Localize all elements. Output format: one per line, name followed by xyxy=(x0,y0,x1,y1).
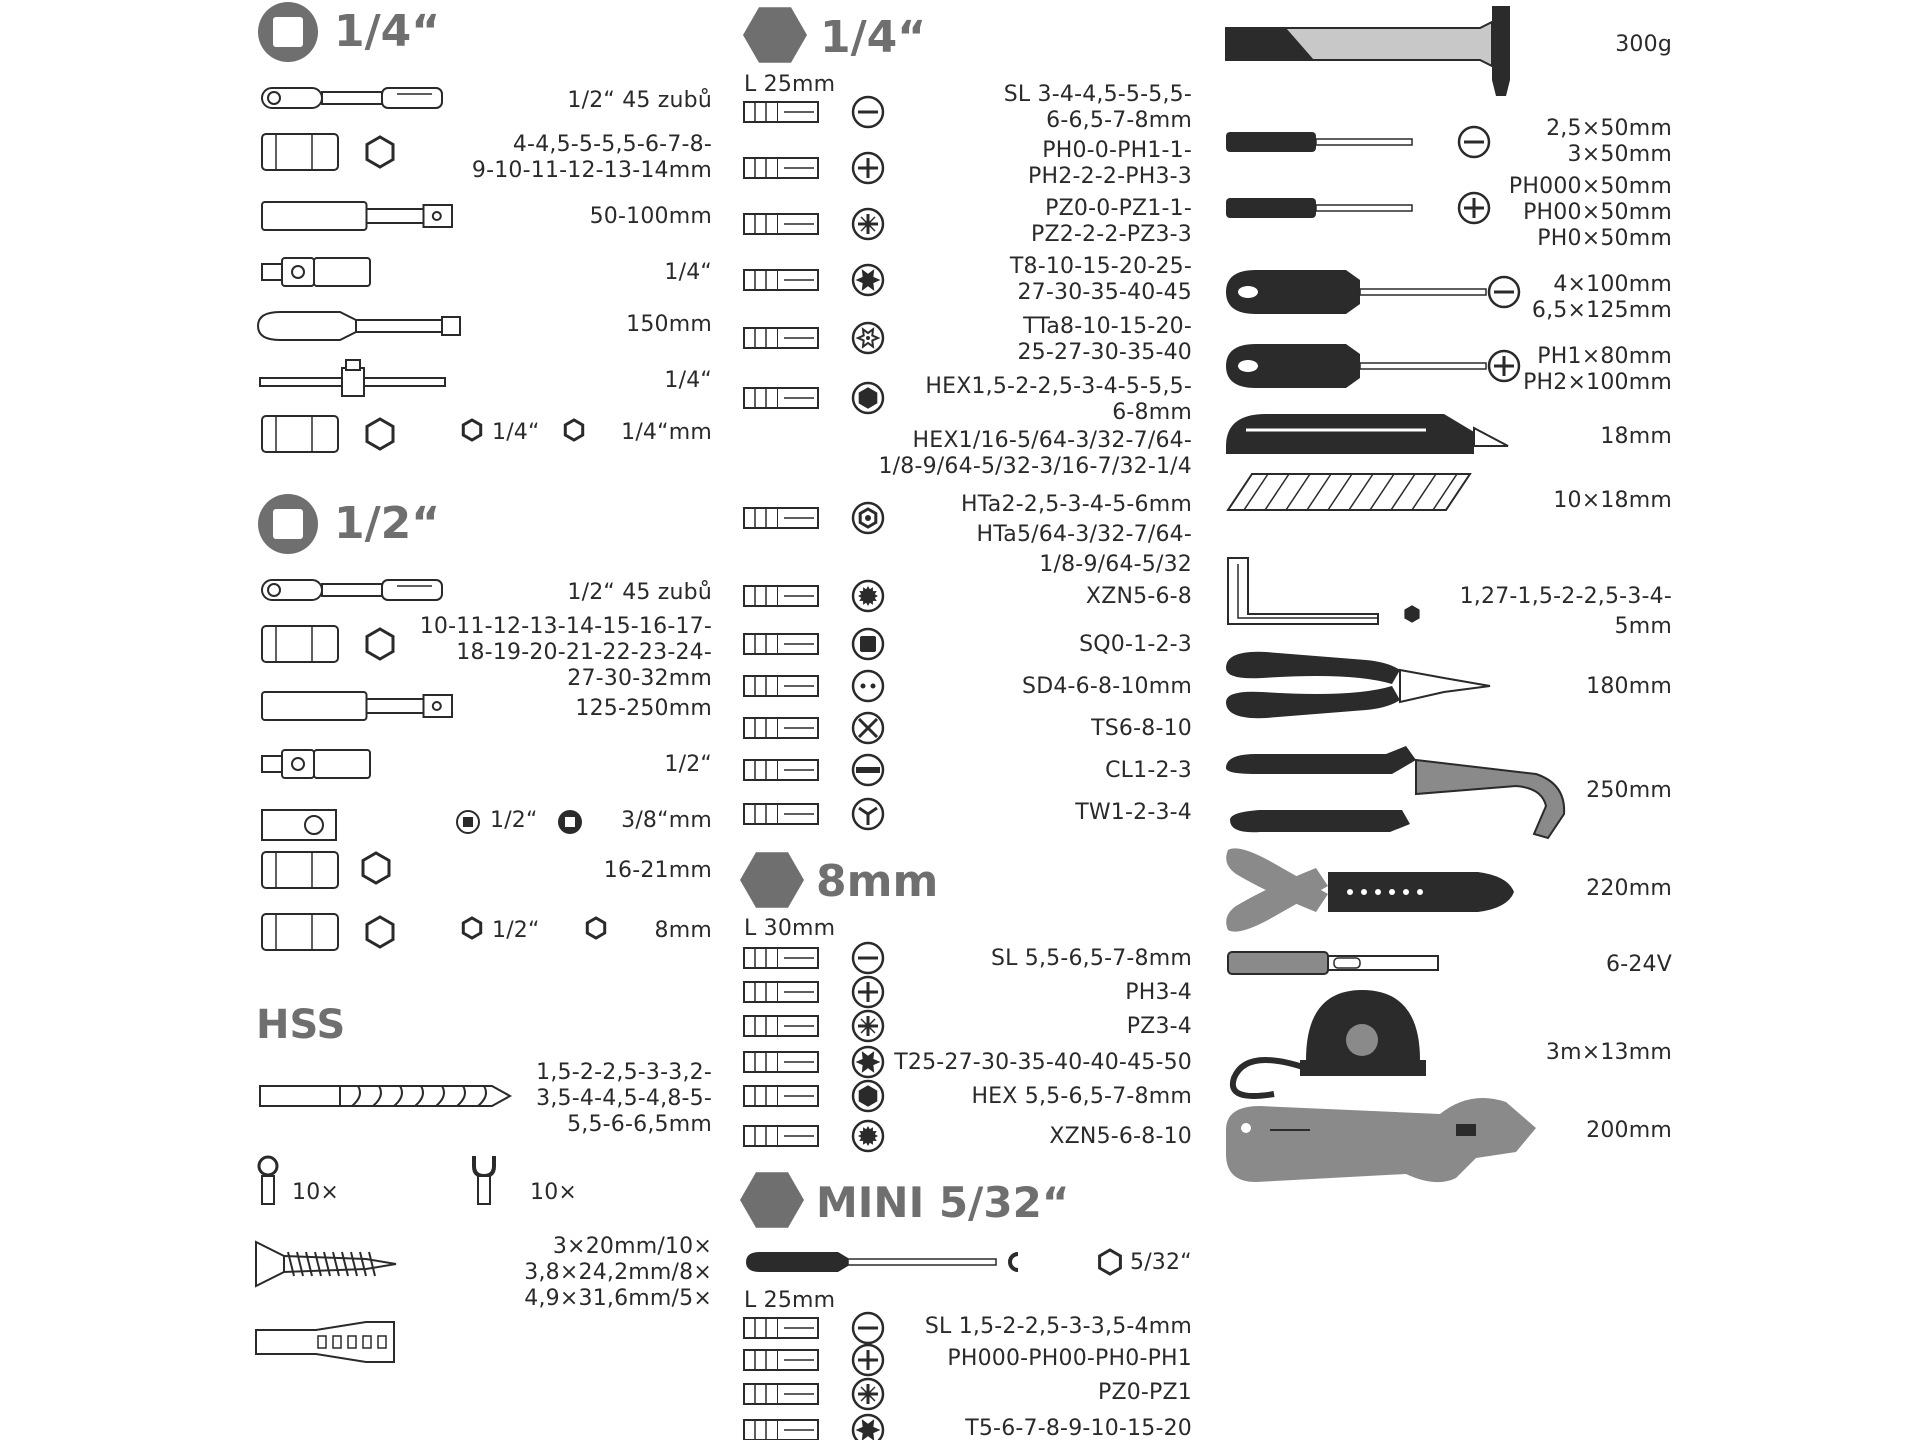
blades-spec-line: 10×18mm xyxy=(1553,488,1672,513)
precision-phillips-spec-line: PH000×50mm xyxy=(1508,174,1672,199)
ratchet-quarter-spec: 1/2“ 45 zubů xyxy=(567,88,712,113)
hex-drive-mini-icon xyxy=(740,1172,804,1227)
bit-quarter-spec: XZN5-6-8 xyxy=(1085,584,1192,609)
adapter-quarter-spec-b: 1/4“mm xyxy=(621,420,712,445)
slot-icon xyxy=(853,943,883,973)
bit-mini-icon xyxy=(744,1420,818,1440)
socket-half-sizes-line: 27-30-32mm xyxy=(567,666,712,691)
cutter-knife-spec-line: 18mm xyxy=(1600,424,1672,449)
slot-screwdriver-spec-line: 6,5×125mm xyxy=(1531,298,1672,323)
mini-bit-holder-icon xyxy=(746,1252,1018,1272)
bit-8mm-icon xyxy=(744,982,818,1002)
pozidriv-icon xyxy=(853,209,883,239)
hex-keys-spec-line: 1,27-1,5-2-2,5-3-4- xyxy=(1459,584,1672,609)
torx-icon xyxy=(853,1415,883,1440)
extension-half-icon xyxy=(262,692,452,720)
slot-screwdriver-icon xyxy=(1226,270,1486,314)
bit-8mm-icon xyxy=(744,1086,818,1106)
section-title-quarter-inch-sockets: 1/4“ xyxy=(334,6,441,57)
phillips-icon xyxy=(1459,193,1489,223)
reducer-spec-a: 1/2“ xyxy=(492,918,540,943)
square-drive-quarter-icon xyxy=(258,2,318,62)
bit-quarter-icon xyxy=(744,214,818,234)
bit-mini-spec: SL 1,5-2-2,5-3-3,5-4mm xyxy=(924,1314,1192,1339)
bit-8mm-spec: XZN5-6-8-10 xyxy=(1049,1124,1192,1149)
drill-sizes-line: 1,5-2-2,5-3-3,2- xyxy=(536,1060,712,1085)
fork-terminal-count: 10× xyxy=(530,1180,578,1205)
adjustable-wrench-spec-line: 200mm xyxy=(1586,1118,1672,1143)
reducer-spec-b: 8mm xyxy=(654,918,712,943)
bit-quarter-spec: TS6-8-10 xyxy=(1091,716,1192,741)
phillips-screwdriver-icon xyxy=(1226,344,1486,388)
slot-icon xyxy=(1459,127,1489,157)
wall-plug-icon xyxy=(256,1322,394,1362)
triwing-s-icon xyxy=(853,713,883,743)
bit-quarter-spec: SQ0-1-2-3 xyxy=(1079,632,1192,657)
bit-quarter-spec: 6-8mm xyxy=(1112,400,1192,425)
bit-quarter-spec: HTa2-2,5-3-4-5-6mm xyxy=(961,492,1192,517)
extension-quarter-spec: 50-100mm xyxy=(589,204,712,229)
bit-quarter-spec: HEX1/16-5/64-3/32-7/64- xyxy=(912,428,1192,453)
bit-8mm-spec: T25-27-30-35-40-40-45-50 xyxy=(894,1050,1192,1075)
socket-quarter-sizes-line: 9-10-11-12-13-14mm xyxy=(471,158,712,183)
phillips-icon xyxy=(1489,351,1519,381)
spark-socket-spec: 16-21mm xyxy=(603,858,712,883)
hex-drive-8mm-icon xyxy=(740,852,804,907)
tbar-quarter-icon xyxy=(260,360,445,396)
reducer-half-icon xyxy=(262,914,393,950)
phillips-icon xyxy=(853,977,883,1007)
bit-quarter-icon xyxy=(744,270,818,290)
extension-half-spec: 125-250mm xyxy=(575,696,712,721)
ujoint-half-spec: 1/2“ xyxy=(664,752,712,777)
bit-quarter-spec: HTa5/64-3/32-7/64- xyxy=(976,522,1192,547)
adapter-half-icon xyxy=(262,810,336,840)
clutch-icon xyxy=(853,755,883,785)
section-title-half-inch-sockets: 1/2“ xyxy=(334,498,441,549)
bit-quarter-icon xyxy=(744,586,818,606)
section-title-hss-drills: HSS xyxy=(256,1002,346,1048)
screw-sizes-line: 4,9×31,6mm/5× xyxy=(524,1286,712,1311)
xzn-icon xyxy=(853,1121,883,1151)
combination-pliers-spec-line: 180mm xyxy=(1586,674,1672,699)
screw-sizes-line: 3×20mm/10× xyxy=(552,1234,712,1259)
drill-sizes-line: 3,5-4-4,5-4,8-5- xyxy=(536,1086,712,1111)
tape-measure-icon xyxy=(1233,990,1426,1096)
combination-pliers-icon xyxy=(1226,652,1490,718)
bit-quarter-icon xyxy=(744,328,818,348)
bit-quarter-icon xyxy=(744,804,818,824)
bit-8mm-spec: HEX 5,5-6,5-7-8mm xyxy=(971,1084,1192,1109)
spinner-handle-icon xyxy=(258,312,460,340)
bit-quarter-spec: CL1-2-3 xyxy=(1105,758,1192,783)
spinner-handle-spec: 150mm xyxy=(626,312,712,337)
ratchet-half-icon xyxy=(262,580,442,600)
hex-drive-quarter-icon xyxy=(743,7,807,62)
bit-quarter-spec: PZ2-2-2-PZ3-3 xyxy=(1030,222,1192,247)
bit-8mm-icon xyxy=(744,1016,818,1036)
hex-keys-spec-line: 5mm xyxy=(1614,614,1672,639)
spanner-icon xyxy=(853,671,883,701)
bit-8mm-spec: PZ3-4 xyxy=(1126,1014,1192,1039)
section-title-quarter-inch-bits: 1/4“ xyxy=(820,12,927,63)
ring-terminal-count: 10× xyxy=(292,1180,340,1205)
slot-icon xyxy=(853,97,883,127)
extension-quarter-icon xyxy=(262,202,452,230)
bit-8mm-icon xyxy=(744,948,818,968)
water-pump-pliers-spec-line: 250mm xyxy=(1586,778,1672,803)
universal-joint-half-icon xyxy=(262,750,370,778)
pozidriv-icon xyxy=(853,1011,883,1041)
bit-quarter-icon xyxy=(744,718,818,738)
bit-8mm-icon xyxy=(744,1126,818,1146)
reducer-hex-a-icon xyxy=(463,918,480,938)
adapter-quarter-spec-a: 1/4“ xyxy=(492,420,540,445)
bit-quarter-icon xyxy=(744,508,818,528)
ujoint-quarter-spec: 1/4“ xyxy=(664,260,712,285)
adapter-half-square-a-icon xyxy=(457,811,479,833)
bit-mini-spec: PZ0-PZ1 xyxy=(1097,1380,1192,1405)
adapter-quarter-icon xyxy=(262,416,393,452)
socket-half-sizes-line: 18-19-20-21-22-23-24- xyxy=(456,640,712,665)
adapter-half-square-b-icon xyxy=(558,810,582,834)
bit-quarter-icon xyxy=(744,388,818,408)
bit-quarter-spec: 25-27-30-35-40 xyxy=(1017,340,1192,365)
bit-mini-icon xyxy=(744,1350,818,1370)
voltage-tester-icon xyxy=(1228,952,1438,974)
bit-mini-icon xyxy=(744,1384,818,1404)
bit-quarter-icon xyxy=(744,158,818,178)
spark-socket-hex-icon xyxy=(363,853,389,883)
bit-mini-spec: PH000-PH00-PH0-PH1 xyxy=(947,1346,1192,1371)
bit-quarter-spec: 27-30-35-40-45 xyxy=(1017,280,1192,305)
mini-holder-hex-icon xyxy=(1100,1250,1121,1274)
slot-icon xyxy=(1489,277,1519,307)
spark-plug-socket-icon xyxy=(262,852,338,888)
precision-slot-spec-line: 2,5×50mm xyxy=(1546,116,1672,141)
slot-icon xyxy=(853,1313,883,1343)
bit-quarter-spec: TTa8-10-15-20- xyxy=(1023,314,1192,339)
bit-8mm-icon xyxy=(744,1052,818,1072)
bit-mini-icon xyxy=(744,1318,818,1338)
precision-slot-spec-line: 3×50mm xyxy=(1567,142,1672,167)
bit-quarter-icon xyxy=(744,102,818,122)
ring-terminal-icon xyxy=(259,1157,277,1204)
fork-terminal-icon xyxy=(474,1156,494,1204)
hex-key-icon xyxy=(1228,558,1418,624)
torx-icon xyxy=(853,265,883,295)
bit-quarter-icon xyxy=(744,676,818,696)
screw-sizes-line: 3,8×24,2mm/8× xyxy=(524,1260,712,1285)
hex-icon xyxy=(853,1081,883,1111)
socket-half-icon xyxy=(262,626,393,662)
hss-drill-icon xyxy=(260,1086,510,1106)
socket-quarter-icon xyxy=(262,134,393,170)
bit-quarter-spec: 6-6,5-7-8mm xyxy=(1046,108,1192,133)
voltage-tester-spec-line: 6-24V xyxy=(1606,952,1672,977)
wood-screw-icon xyxy=(256,1242,396,1286)
ratchet-half-spec: 1/2“ 45 zubů xyxy=(567,580,712,605)
phillips-icon xyxy=(853,1345,883,1375)
mini-length-label: L 25mm xyxy=(744,1288,836,1313)
water-pump-pliers-icon xyxy=(1226,746,1564,838)
torx-icon xyxy=(853,1047,883,1077)
adjustable-wrench-icon xyxy=(1226,1098,1536,1182)
square-drive-half-icon xyxy=(258,494,318,554)
wire-stripper-icon xyxy=(1226,848,1514,931)
phillips-screwdriver-spec-line: PH1×80mm xyxy=(1537,344,1672,369)
precision-phillips-spec-line: PH0×50mm xyxy=(1537,226,1672,251)
square-icon xyxy=(853,629,883,659)
snap-off-blades-icon xyxy=(1228,474,1470,510)
bits8-length-label: L 30mm xyxy=(744,916,836,941)
bit-quarter-spec: 1/8-9/64-5/32-3/16-7/32-1/4 xyxy=(878,454,1192,479)
bit-quarter-spec: PH2-2-2-PH3-3 xyxy=(1028,164,1192,189)
section-title-mini-bits: MINI 5/32“ xyxy=(816,1178,1070,1227)
adapter-half-spec-b: 3/8“mm xyxy=(621,808,712,833)
adapter-half-spec-a: 1/2“ xyxy=(490,808,538,833)
universal-joint-quarter-icon xyxy=(262,258,370,286)
hex-tamper-icon xyxy=(853,503,883,533)
precision-phillips-spec-line: PH00×50mm xyxy=(1523,200,1672,225)
bit-quarter-spec: HEX1,5-2-2,5-3-4-5-5,5- xyxy=(925,374,1192,399)
phillips-icon xyxy=(853,153,883,183)
bit-quarter-spec: PZ0-0-PZ1-1- xyxy=(1045,196,1192,221)
bit-quarter-spec: PH0-0-PH1-1- xyxy=(1042,138,1192,163)
adapter-quarter-hex-b-icon xyxy=(565,420,582,440)
precision-slot-screwdriver-icon xyxy=(1226,132,1412,152)
phillips-screwdriver-spec-line: PH2×100mm xyxy=(1523,370,1672,395)
bit-mini-spec: T5-6-7-8-9-10-15-20 xyxy=(965,1416,1192,1441)
bit-quarter-icon xyxy=(744,760,818,780)
wire-stripper-spec-line: 220mm xyxy=(1586,876,1672,901)
bit-quarter-spec: T8-10-15-20-25- xyxy=(1009,254,1192,279)
cutter-knife-icon xyxy=(1226,414,1508,454)
bit-quarter-icon xyxy=(744,634,818,654)
torx-tamper-icon xyxy=(853,323,883,353)
adapter-quarter-hex-a-icon xyxy=(463,420,480,440)
bit-8mm-spec: PH3-4 xyxy=(1125,980,1192,1005)
bit-quarter-spec: 1/8-9/64-5/32 xyxy=(1039,552,1192,577)
hammer-icon xyxy=(1226,6,1510,96)
tbar-quarter-spec: 1/4“ xyxy=(664,368,712,393)
mini-holder-size: 5/32“ xyxy=(1130,1250,1192,1275)
triwing-icon xyxy=(853,799,883,829)
bit-quarter-spec: SD4-6-8-10mm xyxy=(1022,674,1192,699)
xzn-icon xyxy=(853,581,883,611)
hex-icon xyxy=(853,383,883,413)
tape-measure-spec-line: 3m×13mm xyxy=(1545,1040,1672,1065)
bits-length-label: L 25mm xyxy=(744,72,836,97)
ratchet-quarter-icon xyxy=(262,88,442,108)
pozidriv-icon xyxy=(853,1379,883,1409)
hammer-spec-line: 300g xyxy=(1615,32,1672,57)
bit-quarter-spec: TW1-2-3-4 xyxy=(1075,800,1192,825)
section-title-8mm-bits: 8mm xyxy=(816,856,939,907)
slot-screwdriver-spec-line: 4×100mm xyxy=(1553,272,1672,297)
reducer-hex-b-icon xyxy=(587,918,604,938)
drill-sizes-line: 5,5-6-6,5mm xyxy=(567,1112,712,1137)
bit-quarter-spec: SL 3-4-4,5-5-5,5- xyxy=(1003,82,1192,107)
precision-phillips-screwdriver-icon xyxy=(1226,198,1412,218)
bit-8mm-spec: SL 5,5-6,5-7-8mm xyxy=(990,946,1192,971)
socket-quarter-sizes-line: 4-4,5-5-5,5-6-7-8- xyxy=(512,132,712,157)
socket-half-sizes-line: 10-11-12-13-14-15-16-17- xyxy=(419,614,712,639)
